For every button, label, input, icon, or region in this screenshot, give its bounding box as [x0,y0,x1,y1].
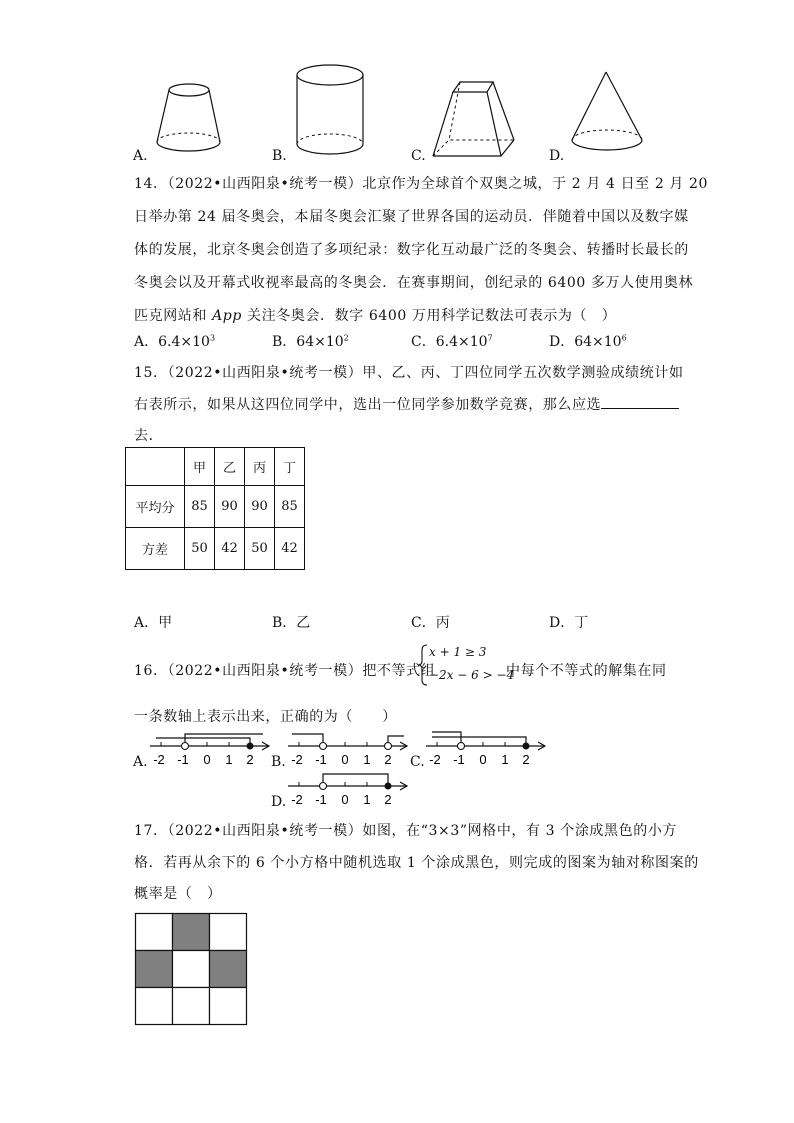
q16-line-1-start: 16．（2022•山西阳泉•统考一模）把不等式组 [134,663,436,679]
tick-label: -2 [429,752,441,767]
grid-cell-empty [136,988,173,1025]
q13-option-b[interactable]: B. [272,148,287,164]
table-cell: 50 [245,528,275,570]
table-header-cell: 丁 [275,448,305,486]
tick-label: 2 [384,792,392,807]
table-row [126,528,305,570]
q14-line-5 [134,305,616,325]
tick-label: 0 [479,752,487,767]
grid-cell-empty [173,951,210,988]
q16-option-b[interactable]: B. [271,754,286,770]
number-line-d [286,768,411,808]
table-cell: 85 [275,486,305,528]
q14-option-d-exp: 6 [621,333,627,343]
q14-option-a[interactable] [134,331,215,351]
q14-option-b-label: B． [272,334,297,350]
q16-option-d[interactable]: D. [271,794,287,810]
q14-option-c-exp: 7 [487,333,493,343]
q16-line-2: 一条数轴上表示出来，正确的为（ ） [134,709,397,725]
table-cell: 50 [185,528,215,570]
grid-cell-empty [136,914,173,951]
q14-option-d[interactable] [549,331,627,351]
grid-3x3 [135,913,247,1025]
number-line-b [286,728,411,768]
q14-option-a-label: A． [134,334,159,350]
q14-line-4: 冬奥会以及开幕式收视率最高的冬奥会．在赛事期间，创纪录的 6400 多万人使用奥林 [134,275,694,291]
table-cell: 42 [275,528,305,570]
table-cell: 90 [215,486,245,528]
inequality-2: −2x − 6 > −4 [429,668,515,682]
q16-option-c[interactable]: C. [410,754,425,770]
table-header-cell: 甲 [185,448,215,486]
q14-line-1: 14．（2022•山西阳泉•统考一模）北京作为全球首个双奥之城，于 2 月 4 日至 2 月 20 [134,176,709,192]
answer-blank[interactable] [601,396,679,409]
table-cell: 平均分 [126,486,185,528]
grid-cell-empty [173,988,210,1025]
tick-label: 1 [225,752,233,767]
tick-label: -1 [453,752,465,767]
q17-line-1: 17．（2022•山西阳泉•统考一模）如图，在“3×3”网格中，有 3 个涂成黑色的小方 [134,823,678,839]
q17-line-2: 格．若再从余下的 6 个小方格中随机选取 1 个涂成黑色，则完成的图案为轴对称图案的 [134,855,699,871]
grid-cell-empty [210,914,247,951]
tick-label: -1 [177,752,189,767]
q17-line-3: 概率是（ ） [134,886,222,902]
grid-cell-empty [210,988,247,1025]
q14-app-text: App [212,308,242,324]
q14-option-b[interactable] [272,331,349,351]
q16-line-1-end: 中每个不等式的解集在同 [506,663,667,679]
q13-option-d[interactable]: D. [549,148,565,164]
inequality-system [418,644,515,686]
grid-cell-filled [136,951,173,988]
number-line-c [424,728,549,768]
cylinder-icon [292,62,372,162]
tick-label: 2 [246,752,254,767]
tick-label: 1 [501,752,509,767]
table-header-cell: 丙 [245,448,275,486]
frustum-pyramid-icon [427,78,522,163]
tick-label: -1 [315,792,327,807]
q13-option-c[interactable]: C. [411,148,426,164]
tick-label: -1 [315,752,327,767]
table-cell: 90 [245,486,275,528]
left-brace-icon [418,644,428,686]
table-header-cell: 乙 [215,448,245,486]
q15-option-d[interactable]: D．丁 [549,615,589,631]
q14-line-3: 体的发展，北京冬奥会创造了多项纪录：数字化互动最广泛的冬奥会、转播时长最长的 [134,242,689,258]
frustum-cone-icon [150,78,230,163]
q14-line-5-end: 关注冬奥会．数字 6400 万用科学记数法可表示为（ ） [246,308,617,324]
tick-label: -2 [291,752,303,767]
q15-option-b[interactable]: B．乙 [272,615,311,631]
grid-cell-filled [173,914,210,951]
q14-option-c-label: C． [411,334,436,350]
tick-label: 1 [363,752,371,767]
tick-label: 2 [522,752,530,767]
q15-line-3: 去． [134,428,164,444]
q13-option-a[interactable]: A. [133,148,148,164]
q14-option-d-label: D． [549,334,575,350]
q15-option-a[interactable]: A．甲 [134,615,173,631]
q14-option-b-value: 64×10 [296,334,344,350]
tick-label: 0 [203,752,211,767]
q16-option-a[interactable]: A. [133,754,148,770]
table-header-row [126,448,305,486]
q15-line-1: 15．（2022•山西阳泉•统考一模）甲、乙、丙、丁四位同学五次数学测验成绩统计如 [134,365,684,381]
q14-option-d-value: 64×10 [574,334,622,350]
tick-label: 0 [341,792,349,807]
q15-line-2 [134,394,679,414]
tick-label: 1 [363,792,371,807]
tick-label: -2 [291,792,303,807]
table-cell: 42 [215,528,245,570]
table-cell: 方差 [126,528,185,570]
q14-line-2: 日举办第 24 届冬奥会，本届冬奥会汇聚了世界各国的运动员．伴随着中国以及数字媒 [134,209,689,225]
cone-icon [566,70,651,160]
number-line-a [148,728,273,768]
q14-line-5-start: 匹克网站和 [134,308,207,324]
q15-option-c[interactable]: C．丙 [411,615,450,631]
q14-option-a-value: 6.4×10 [158,334,210,350]
q14-option-a-exp: 3 [209,333,216,343]
score-table [125,447,305,570]
q14-option-c[interactable] [411,331,493,351]
tick-label: -2 [153,752,165,767]
tick-label: 2 [384,752,392,767]
q15-line-2-text: 右表所示，如果从这四位同学中，选出一位同学参加数学竞赛，那么应选 [134,397,602,413]
table-row [126,486,305,528]
q14-option-b-exp: 2 [343,333,349,343]
inequality-1: x + 1 ≥ 3 [429,645,487,659]
tick-label: 0 [341,752,349,767]
table-header-cell [126,448,185,486]
q14-option-c-value: 6.4×10 [435,334,488,350]
table-cell: 85 [185,486,215,528]
grid-cell-filled [210,951,247,988]
